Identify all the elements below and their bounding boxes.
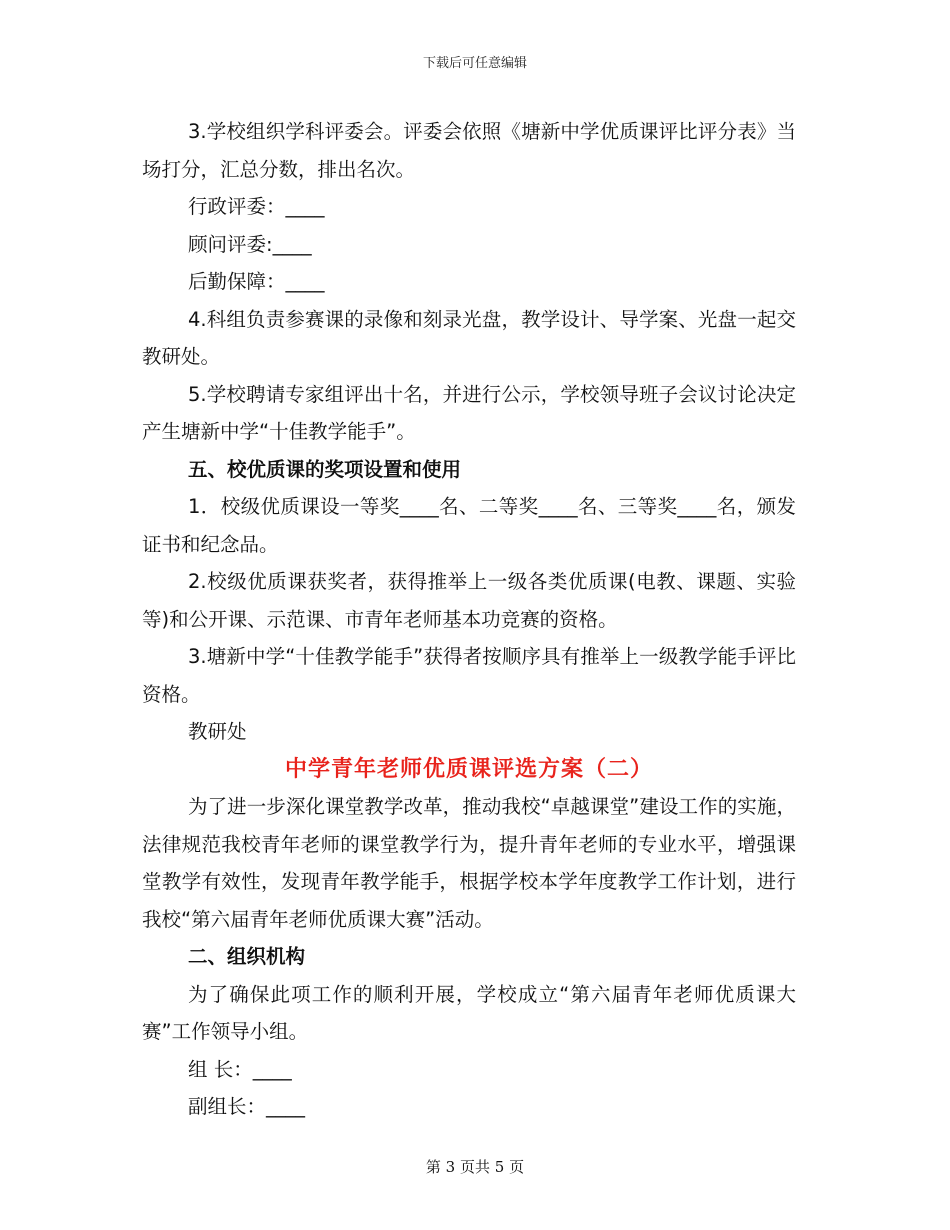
section-heading-awards: 五、校优质课的奖项设置和使用 <box>188 457 462 481</box>
document-body <box>142 113 796 1126</box>
line-group-leader: 组 长：____ <box>188 1057 292 1081</box>
line-advisor-judges: 顾问评委:____ <box>188 232 312 256</box>
page-header: 下载后可任意编辑 <box>422 56 527 71</box>
section-heading-organization: 二、组织机构 <box>188 945 306 968</box>
document-title: 中学青年老师优质课评选方案（二） <box>284 756 653 782</box>
paragraph-award-qualification: 2.校级优质课获奖者，获得推举上一级各类优质课(电教、课题、实验等)和公开课、示范课、市青年老师基本功竞赛的资格。 <box>142 570 796 631</box>
page-number: 第 3 页共 5 页 <box>425 1158 525 1176</box>
paragraph-introduction: 为了进一步深化课堂教学改革，推动我校“卓越课堂”建设工作的实施，法律规范我校青年老师的课堂教学行为，提升青年老师的专业水平，增强课堂教学有效性，发现青年教学能手，根据学校本学年度教学工作计划，进行我校“第六届青年老师优质课大赛”活动。 <box>142 795 796 931</box>
paragraph-expert-panel: 5.学校聘请专家组评出十名，并进行公示，学校领导班子会议讨论决定产生塘新中学“十佳教学能手”。 <box>142 382 796 443</box>
line-logistics: 后勤保障：____ <box>188 270 325 293</box>
signature-office: 教研处 <box>188 720 247 743</box>
paragraph-evaluation-committee: 3.学校组织学科评委会。评委会依照《塘新中学优质课评比评分表》当场打分，汇总分数，排出名次。 <box>142 120 796 181</box>
paragraph-leadership-group: 为了确保此项工作的顺利开展，学校成立“第六届青年老师优质课大赛”工作领导小组。 <box>142 982 796 1043</box>
paragraph-top-ten: 3.塘新中学“十佳教学能手”获得者按顺序具有推举上一级教学能手评比资格。 <box>142 645 796 706</box>
paragraph-award-levels: 1．校级优质课设一等奖____名、二等奖____名、三等奖____名，颁发证书和纪念品。 <box>142 495 796 556</box>
line-admin-judges: 行政评委：____ <box>188 195 325 218</box>
paragraph-recording: 4.科组负责参赛课的录像和刻录光盘，教学设计、导学案、光盘一起交教研处。 <box>142 307 796 368</box>
line-deputy-leader: 副组长：____ <box>188 1095 306 1118</box>
